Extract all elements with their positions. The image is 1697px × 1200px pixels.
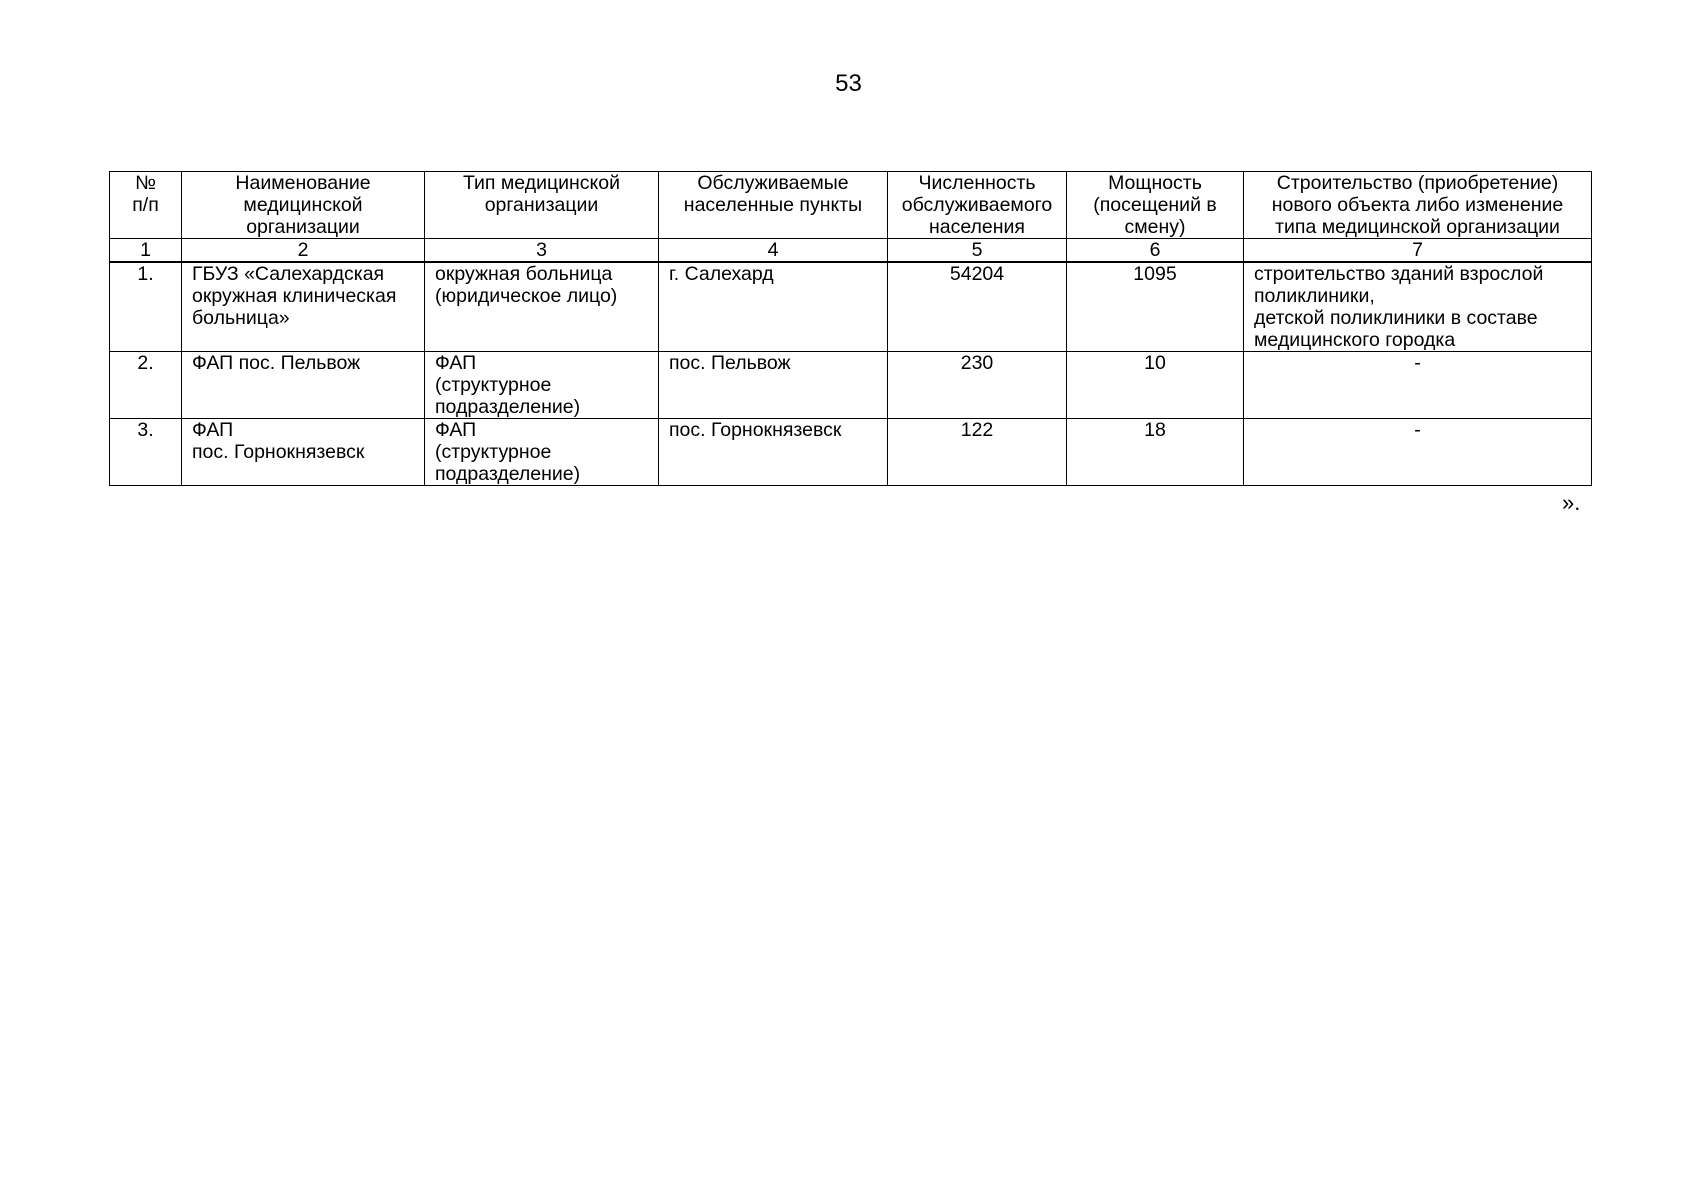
- header-cell-construction: Строительство (приобретение) нового объекта либо изменение типа медицинской организации: [1244, 172, 1592, 239]
- population-cell: 54204: [888, 262, 1067, 352]
- page-number: 53: [835, 70, 862, 97]
- table-header-row: [110, 172, 1592, 239]
- organization-name-cell: ФАП пос. Горнокнязевск: [182, 419, 425, 486]
- organization-type-cell: ФАП (структурное подразделение): [425, 352, 659, 419]
- localities-cell: г. Салехард: [659, 262, 888, 352]
- row-number-cell: 1.: [110, 262, 182, 352]
- column-number-cell: 1: [110, 239, 182, 263]
- column-number-cell: 5: [888, 239, 1067, 263]
- header-cell-capacity: Мощность (посещений в смену): [1067, 172, 1244, 239]
- column-number-cell: 6: [1067, 239, 1244, 263]
- capacity-cell: 10: [1067, 352, 1244, 419]
- column-number-row: [110, 239, 1592, 263]
- organization-name-cell: ФАП пос. Пельвож: [182, 352, 425, 419]
- construction-cell: строительство зданий взрослой поликлиники, детской поликлиники в составе медицинского городка: [1244, 262, 1592, 352]
- capacity-cell: 1095: [1067, 262, 1244, 352]
- population-cell: 230: [888, 352, 1067, 419]
- localities-cell: пос. Пельвож: [659, 352, 888, 419]
- header-cell-localities: Обслуживаемые населенные пункты: [659, 172, 888, 239]
- table-row: [110, 352, 1592, 419]
- column-number-cell: 3: [425, 239, 659, 263]
- table-row: [110, 262, 1592, 352]
- closing-quote-mark: ».: [1562, 490, 1581, 515]
- header-cell-number: № п/п: [110, 172, 182, 239]
- organization-type-cell: ФАП (структурное подразделение): [425, 419, 659, 486]
- row-number-cell: 3.: [110, 419, 182, 486]
- organization-name-cell: ГБУЗ «Салехардская окружная клиническая больница»: [182, 262, 425, 352]
- column-number-cell: 7: [1244, 239, 1592, 263]
- header-cell-name: Наименование медицинской организации: [182, 172, 425, 239]
- header-cell-population: Численность обслуживаемого населения: [888, 172, 1067, 239]
- row-number-cell: 2.: [110, 352, 182, 419]
- localities-cell: пос. Горнокнязевск: [659, 419, 888, 486]
- header-cell-type: Тип медицинской организации: [425, 172, 659, 239]
- construction-cell: -: [1244, 419, 1592, 486]
- construction-cell: -: [1244, 352, 1592, 419]
- capacity-cell: 18: [1067, 419, 1244, 486]
- medical-organizations-table: [109, 171, 1592, 486]
- table-row: [110, 419, 1592, 486]
- organization-type-cell: окружная больница (юридическое лицо): [425, 262, 659, 352]
- column-number-cell: 2: [182, 239, 425, 263]
- population-cell: 122: [888, 419, 1067, 486]
- column-number-cell: 4: [659, 239, 888, 263]
